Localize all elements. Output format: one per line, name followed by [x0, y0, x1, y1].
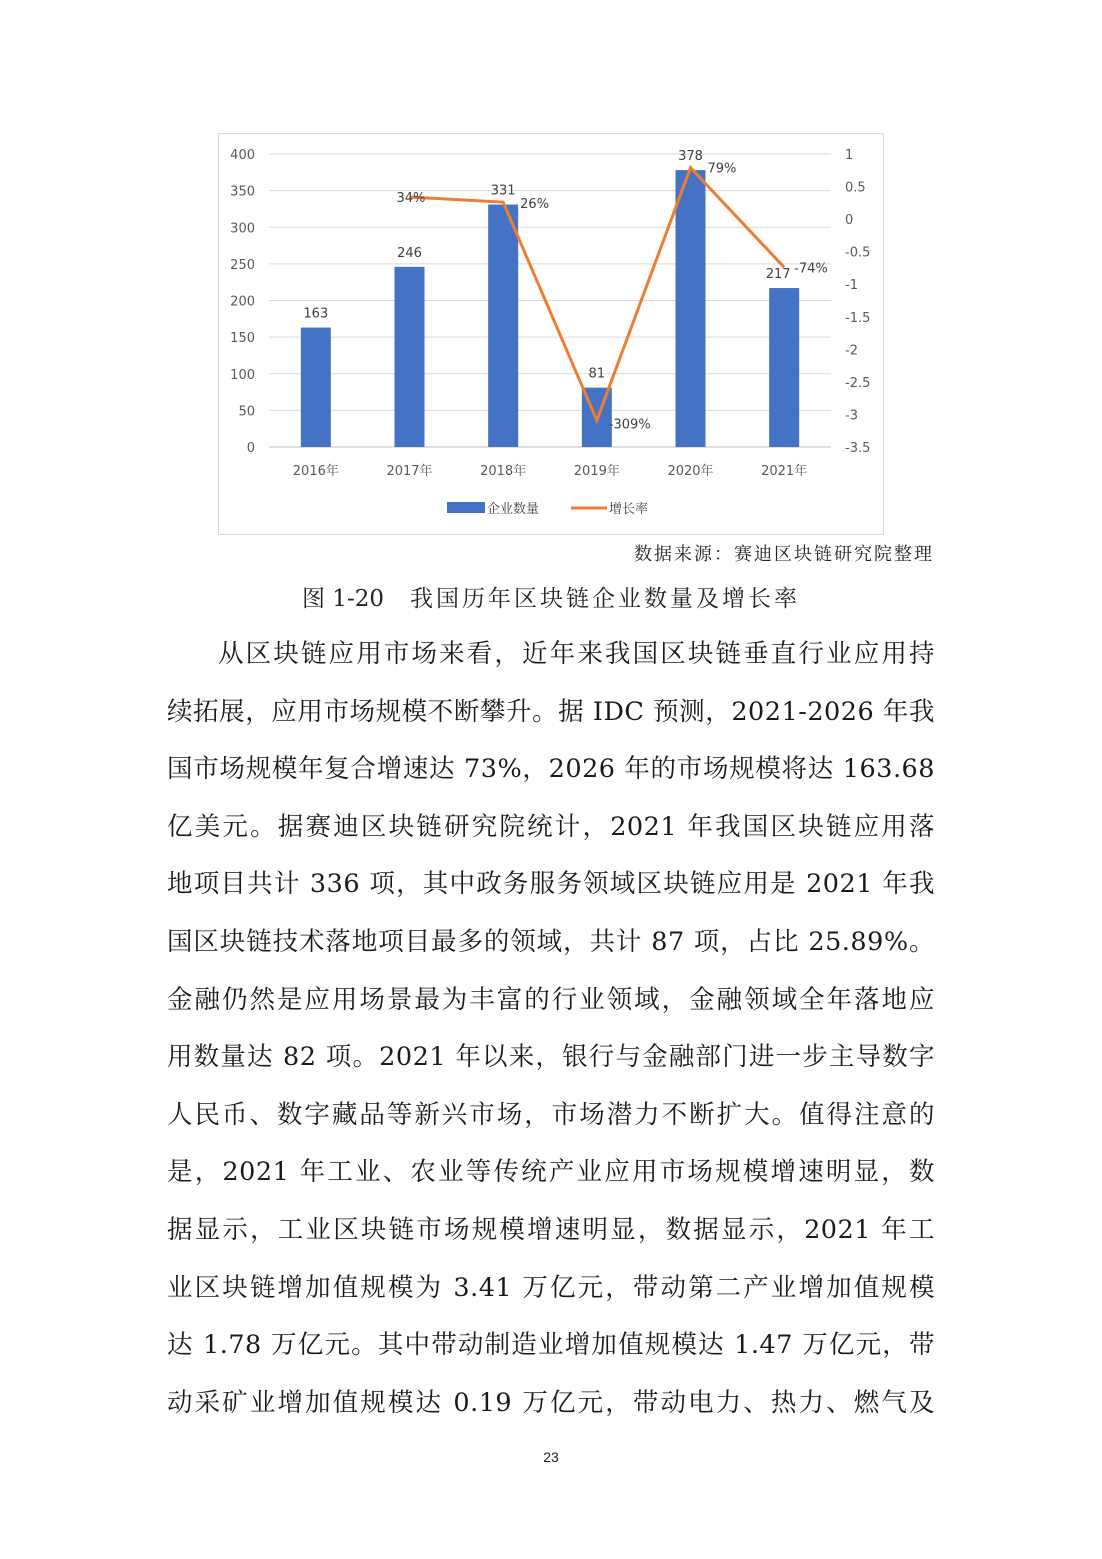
right-axis-tick: -1.5: [845, 310, 871, 326]
right-axis-tick: -0.5: [845, 245, 871, 261]
left-axis-tick: 300: [230, 221, 255, 237]
bar-value-label: 378: [678, 149, 703, 165]
right-axis-tick: 0.5: [845, 180, 866, 196]
bar: [301, 328, 331, 447]
bar-value-label: 246: [397, 245, 422, 261]
text-line: 亿美元。据赛迪区块链研究院统计，2021 年我国区块链应用落: [167, 811, 935, 842]
left-axis-tick: 100: [230, 367, 255, 383]
x-axis-label: 2020年: [667, 464, 714, 479]
right-axis-tick: -3.5: [845, 441, 871, 456]
bar: [769, 288, 799, 447]
text-line: 从区块链应用市场来看，近年来我国区块链垂直行业应用持: [218, 639, 935, 669]
text-line: 人民币、数字藏品等新兴市场，市场潜力不断扩大。值得注意的: [167, 1099, 935, 1130]
figure-caption: [0, 580, 1102, 613]
figure-title: 我国历年区块链企业数量及增长率: [409, 586, 800, 612]
line-value-label: -74%: [794, 261, 828, 277]
text-line: 国区块链技术落地项目最多的领域，共计 87 项，占比 25.89%。: [167, 926, 935, 957]
left-axis-tick: 200: [230, 294, 255, 310]
left-axis-tick: 250: [230, 257, 255, 273]
line-value-label: 34%: [396, 190, 426, 206]
left-axis-tick: 400: [230, 148, 255, 163]
x-axis-label: 2018年: [480, 464, 527, 479]
text-line: 业区块链增加值规模为 3.41 万亿元，带动第二产业增加值规模: [167, 1272, 935, 1303]
bar: [395, 267, 425, 447]
x-axis-label: 2017年: [386, 464, 433, 479]
x-axis-label: 2016年: [292, 464, 339, 479]
left-axis-tick: 0: [246, 441, 255, 456]
legend-bar-label: 企业数量: [487, 502, 540, 517]
bar: [676, 170, 706, 447]
x-axis-label: 2021年: [761, 464, 808, 479]
text-line: 地项目共计 336 项，其中政务服务领域区块链应用是 2021 年我: [167, 869, 935, 900]
text-line: 金融仍然是应用场景最为丰富的行业领域，金融领域全年落地应: [167, 984, 935, 1015]
text-line: 达 1.78 万亿元。其中带动制造业增加值规模达 1.47 万亿元，带: [167, 1330, 935, 1361]
legend-line-label: 增长率: [609, 502, 649, 517]
text-line: 是，2021 年工业、农业等传统产业应用市场规模增速明显，数: [167, 1157, 935, 1188]
text-line: 动采矿业增加值规模达 0.19 万亿元，带动电力、热力、燃气及: [167, 1387, 935, 1418]
growth-rate-line: [410, 168, 785, 421]
right-axis-tick: -1: [845, 278, 858, 294]
right-axis-tick: -3: [845, 408, 858, 424]
legend-bar-swatch: [447, 502, 485, 513]
figure-source: 数据来源：赛迪区块链研究院整理: [634, 544, 934, 565]
text-line: 国市场规模年复合增速达 73%，2026 年的市场规模将达 163.68: [167, 754, 935, 785]
right-axis-tick: 0: [845, 213, 854, 229]
bar-value-label: 81: [588, 366, 606, 382]
right-axis-tick: -2: [845, 343, 858, 359]
x-axis-label: 2019年: [573, 464, 620, 479]
chart-container: [218, 133, 884, 535]
body-paragraph: [167, 632, 935, 1438]
bar: [488, 205, 518, 447]
text-line: 据显示，工业区块链市场规模增速明显，数据显示，2021 年工: [167, 1214, 935, 1245]
line-value-label: -309%: [608, 417, 651, 433]
line-value-label: 26%: [520, 197, 550, 213]
left-axis-tick: 150: [230, 331, 255, 347]
left-axis-tick: 50: [238, 404, 255, 420]
right-axis-tick: 1: [845, 148, 854, 163]
text-line: 续拓展，应用市场规模不断攀升。据 IDC 预测，2021-2026 年我: [167, 696, 935, 727]
bar-value-label: 163: [303, 306, 329, 322]
bar-value-label: 331: [490, 183, 516, 199]
page-number: 23: [543, 1449, 559, 1465]
line-value-label: 79%: [707, 161, 737, 177]
bar-value-label: 217: [765, 267, 791, 283]
left-axis-tick: 350: [230, 184, 255, 200]
figure-number: 图 1-20: [302, 586, 384, 612]
combo-chart: [219, 134, 885, 536]
right-axis-tick: -2.5: [845, 375, 871, 391]
text-line: 用数量达 82 项。2021 年以来，银行与金融部门进一步主导数字: [167, 1042, 935, 1073]
